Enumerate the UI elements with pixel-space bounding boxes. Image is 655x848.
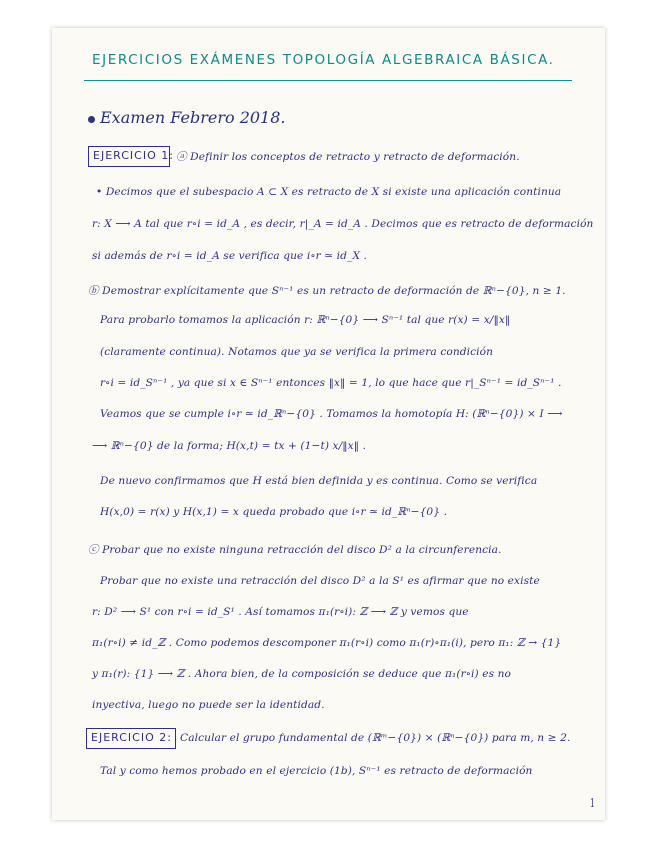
text-line: inyectiva, luego no puede ser la identidad. xyxy=(92,699,325,711)
text-line: • Decimos que el subespacio A ⊂ X es retracto de X si existe una aplicación continua xyxy=(96,186,562,198)
exercise-1-label: EJERCICIO 1: xyxy=(93,149,174,162)
bullet-icon xyxy=(88,116,95,123)
text-line: si además de r∘i = id_A se verifica que i∘r ≃ id_X . xyxy=(92,250,368,262)
text-line: ⟶ ℝⁿ−{0} de la forma; H(x,t) = tx + (1−t) x/‖x‖ . xyxy=(92,440,367,452)
text-line: Probar que no existe una retracción del disco D² a la S¹ es afirmar que no existe xyxy=(100,575,540,587)
exam-heading: Examen Febrero 2018. xyxy=(100,108,286,127)
title-underline xyxy=(84,80,572,81)
text-line: H(x,0) = r(x) y H(x,1) = x queda probado que i∘r ≃ id_ℝⁿ−{0} . xyxy=(100,506,448,518)
text-line: ⓐ Definir los conceptos de retracto y retracto de deformación. xyxy=(176,151,520,163)
notebook-page xyxy=(52,28,605,820)
text-line: Para probarlo tomamos la aplicación r: ℝⁿ−{0} ⟶ Sⁿ⁻¹ tal que r(x) = x/‖x‖ xyxy=(100,314,511,326)
text-line: ⓑ Demostrar explícitamente que Sⁿ⁻¹ es un retracto de deformación de ℝⁿ−{0}, n ≥ 1. xyxy=(88,285,566,297)
text-line: Veamos que se cumple i∘r ≃ id_ℝⁿ−{0} . Tomamos la homotopía H: (ℝⁿ−{0}) × I ⟶ xyxy=(100,408,563,420)
text-line: (claramente continua). Notamos que ya se verifica la primera condición xyxy=(100,346,494,358)
text-line: De nuevo confirmamos que H está bien definida y es continua. Como se verifica xyxy=(100,475,538,487)
text-line: r: D² ⟶ S¹ con r∘i = id_S¹ . Así tomamos π₁(r∘i): ℤ ⟶ ℤ y vemos que xyxy=(92,606,469,618)
text-line: r∘i = id_Sⁿ⁻¹ , ya que si x ∈ Sⁿ⁻¹ entonces ‖x‖ = 1, lo que hace que r|_Sⁿ⁻¹ = id_Sⁿ⁻¹ . xyxy=(100,377,562,389)
text-line: ⓒ Probar que no existe ninguna retracción del disco D² a la circunferencia. xyxy=(88,544,502,556)
text-line: π₁(r∘i) ≠ id_ℤ . Como podemos descomponer π₁(r∘i) como π₁(r)∘π₁(i), pero π₁: ℤ → {1} xyxy=(92,637,562,649)
page-title: EJERCICIOS EXÁMENES TOPOLOGÍA ALGEBRAICA BÁSICA. xyxy=(92,52,555,68)
exercise-2-label: EJERCICIO 2: xyxy=(91,731,172,744)
text-line: Tal y como hemos probado en el ejercicio (1b), Sⁿ⁻¹ es retracto de deformación xyxy=(100,765,533,777)
text-line: y π₁(r): {1} ⟶ ℤ . Ahora bien, de la composición se deduce que π₁(r∘i) es no xyxy=(92,668,512,680)
text-line: Calcular el grupo fundamental de (ℝᵐ−{0}) × (ℝⁿ−{0}) para m, n ≥ 2. xyxy=(180,732,571,744)
page-number: 1 xyxy=(590,796,595,810)
text-line: r: X ⟶ A tal que r∘i = id_A , es decir, r|_A = id_A . Decimos que es retracto de deformación xyxy=(92,218,594,230)
